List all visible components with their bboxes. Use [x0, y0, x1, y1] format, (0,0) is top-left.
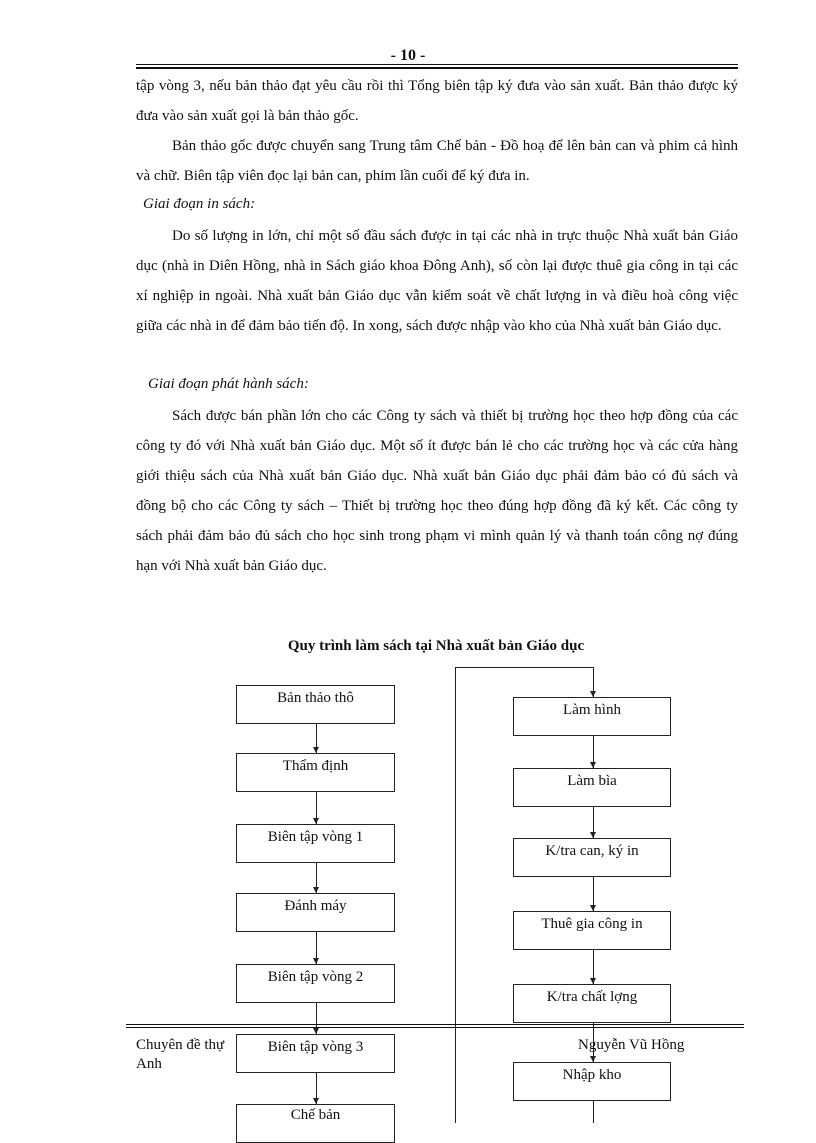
flow-step-left-5: Biên tập vòng 2	[236, 964, 395, 1003]
paragraph-1: tập vòng 3, nếu bản thảo đạt yêu cầu rồi thì Tổng biên tập ký đưa vào sản xuất. Bản thảo được ký đưa vào sản xuất gọi là bản thảo gốc.	[136, 78, 738, 124]
flow-step-left-1: Bản thảo thô	[236, 685, 395, 724]
flow-step-right-3: K/tra can, ký in	[513, 838, 671, 877]
flow-step-left-7: Chế bản	[236, 1104, 395, 1143]
flow-step-right-1: Làm hình	[513, 697, 671, 736]
flow-step-left-6: Biên tập vòng 3	[236, 1034, 395, 1073]
footer-right-text: Nguyễn Vũ Hồng	[578, 1037, 685, 1053]
flowchart-title: Quy trình làm sách tại Nhà xuất bản Giáo dục	[287, 638, 585, 654]
flow-step-left-3: Biên tập vòng 1	[236, 824, 395, 863]
arrowhead-right-4	[590, 905, 596, 911]
arrowhead-left-2	[313, 818, 319, 824]
header-rule-top	[136, 64, 738, 65]
paragraph-3: Do số lượng in lớn, chỉ một số đầu sách được in tại các nhà in trực thuộc Nhà xuất bản Giáo dục (nhà in Diên Hồng, nhà in Sách giáo khoa Đông Anh), số còn lại được thuê gia công in tại các xí nghiệp in ngoài. Nhà xuất bản Giáo dục vẫn kiểm soát về chất lượng in và điều hoà công việc giữa các nhà in để đảm bảo tiến độ. In xong, sách được nhập vào kho của Nhà xuất bản Giáo dục.	[136, 228, 738, 334]
flow-step-right-5: K/tra chất lợng	[513, 984, 671, 1023]
stage-heading-distribution: Giai đoạn phát hành sách:	[148, 376, 309, 392]
flow-step-right-6: Nhập kho	[513, 1062, 671, 1101]
arrowhead-right-6	[590, 1056, 596, 1062]
footer-left-text-line2: Anh	[136, 1056, 162, 1072]
flow-step-left-4: Đánh máy	[236, 893, 395, 932]
paragraph-4: Sách được bán phần lớn cho các Công ty sách và thiết bị trường học theo hợp đồng của các công ty đó với Nhà xuất bản Giáo dục. Một số ít được bán lẻ cho các trường học và các cửa hàng giới thiệu sách của Nhà xuất bản Giáo dục. Nhà xuất bản Giáo dục phải đảm bảo có đủ sách và đồng bộ cho các Công ty sách – Thiết bị trường học theo đúng hợp đồng đã ký kết. Các công ty sách phải đảm bảo đủ sách cho học sinh trong phạm vi mình quản lý và thanh toán công nợ đúng hạn với Nhà xuất bản Giáo dục.	[136, 408, 738, 574]
arrowhead-left-1	[313, 747, 319, 753]
flow-step-left-2: Thẩm định	[236, 753, 395, 792]
arrowhead-right-2	[590, 762, 596, 768]
footer-rule-top	[126, 1024, 744, 1025]
arrowhead-right-5	[590, 978, 596, 984]
paragraph-2: Bản thảo gốc được chuyển sang Trung tâm Chế bản - Đồ hoạ để lên bản can và phim cả hình và chữ. Biên tập viên đọc lại bản can, phim lần cuối để ký đưa in.	[136, 138, 738, 184]
stage-heading-printing: Giai đoạn in sách:	[143, 196, 256, 212]
arrowhead-left-5	[313, 1028, 319, 1034]
arrowhead-left-3	[313, 887, 319, 893]
arrowhead-left-4	[313, 958, 319, 964]
flow-step-right-4: Thuê gia công in	[513, 911, 671, 950]
header-rule-bottom	[136, 67, 738, 69]
footer-left-text: Chuyên đề thự	[136, 1037, 225, 1053]
arrowhead-right-3	[590, 832, 596, 838]
top-connector-line	[455, 667, 593, 668]
arrowhead-right-1	[590, 691, 596, 697]
middle-divider-line	[455, 667, 456, 1123]
flow-step-right-2: Làm bìa	[513, 768, 671, 807]
arrowhead-left-6	[313, 1098, 319, 1104]
page-number: - 10 -	[390, 47, 426, 64]
footer-rule-bottom	[126, 1027, 744, 1028]
